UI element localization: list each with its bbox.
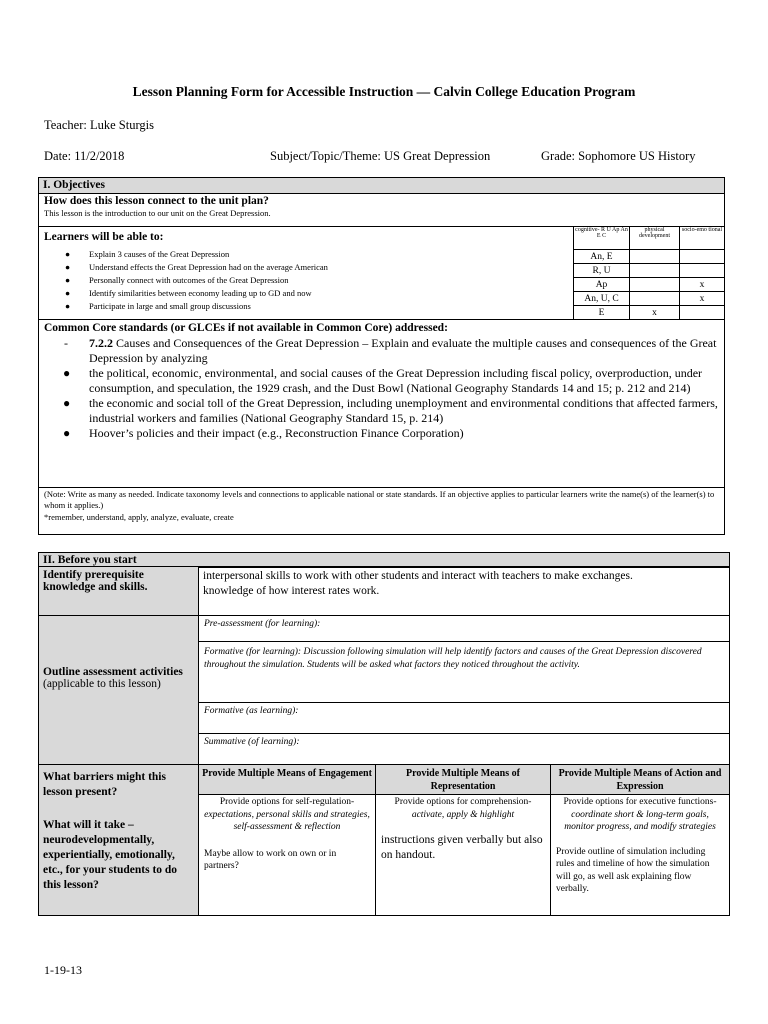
connect-question: How does this lesson connect to the unit plan?	[44, 195, 269, 207]
representation-head: Provide Multiple Means of Representation	[375, 764, 551, 795]
objective-item: ● Identify similarities between economy leading up to GD and now	[65, 288, 312, 298]
objective-item: ● Explain 3 causes of the Great Depression	[65, 249, 230, 259]
take-question: What will it take – neurodevelopmentally, experientially, emotionally, etc., for your students to do this lesson?	[43, 819, 178, 891]
standards-block	[39, 320, 724, 488]
representation-options: Provide options for comprehension-	[394, 797, 532, 807]
action-detail: coordinate short & long-term goals, monitor progress, and modify strategies	[564, 809, 716, 832]
before-header: II. Before you start	[39, 553, 729, 568]
table-row: An, E	[574, 250, 725, 264]
footer-code: 1-19-13	[44, 963, 82, 977]
representation-cell	[375, 794, 551, 916]
footnote-text: *remember, understand, apply, analyze, evaluate, create	[44, 512, 234, 522]
assessment-label-cell	[38, 615, 199, 765]
action-cell	[550, 794, 730, 916]
action-note: Provide outline of simulation including rules and timeline of how the simulation will go, as well ask explaining flow verbally.	[556, 846, 710, 894]
engagement-head: Provide Multiple Means of Engagement	[198, 764, 376, 795]
col-head-physical: physical development	[630, 227, 680, 250]
engagement-options: Provide options for self-regulation-	[219, 797, 355, 807]
standard-item: ● the political, economic, environmental, and social causes of the Great Depression including fiscal policy, overproduction, under consumption, and speculation, the 1929 crash, and the Dust Bowl (National Geography Standards 14 and 15; p. 212 and 214)	[63, 366, 703, 395]
prereq-line: interpersonal skills to work with other students and interact with teachers to make exchanges.	[203, 570, 633, 582]
formative-as: Formative (as learning):	[198, 702, 730, 734]
barriers-cell	[38, 764, 199, 916]
taxonomy-table	[573, 226, 725, 320]
assessment-sub: (applicable to this lesson)	[43, 678, 161, 690]
objective-item: ● Personally connect with outcomes of the Great Depression	[65, 275, 289, 285]
learners-label: Learners will be able to:	[44, 231, 164, 243]
connect-answer: This lesson is the introduction to our unit on the Great Depression.	[39, 208, 724, 227]
barriers-question: What barriers might this lesson present?	[43, 771, 166, 798]
representation-note: instructions given verbally but also on handout.	[381, 834, 543, 861]
engagement-detail: expectations, personal skills and strategies, self-assessment & reflection	[204, 809, 370, 832]
engagement-note: Maybe allow to work on own or in partners?	[204, 848, 337, 871]
standard-item: ● Hoover’s policies and their impact (e.g., Reconstruction Finance Corporation)	[63, 426, 464, 440]
engagement-cell	[198, 794, 376, 916]
page-title: Lesson Planning Form for Accessible Instruction — Calvin College Education Program	[132, 84, 636, 99]
pre-assessment: Pre-assessment (for learning):	[198, 615, 730, 642]
table-row: Ap x	[574, 278, 725, 292]
objective-list	[67, 248, 328, 313]
date-line: Date: 11/2/2018	[44, 149, 125, 163]
prereq-content	[198, 566, 730, 616]
summative: Summative (of learning):	[198, 733, 730, 765]
grade-line: Grade: Sophomore US History	[541, 149, 696, 163]
objective-item: ● Understand effects the Great Depression had on the average American	[65, 262, 328, 272]
formative-for: Formative (for learning): Discussion following simulation will help identify factors and causes of the Great Depression discovered throughout the simulation. Students will be asked what factors they noticed throughout the activity.	[198, 641, 730, 703]
prereq-label: Identify prerequisite knowledge and skills.	[38, 566, 199, 616]
assessment-label: Outline assessment activities	[43, 666, 183, 678]
subject-line: Subject/Topic/Theme: US Great Depression	[270, 149, 491, 163]
note-text: (Note: Write as many as needed. Indicate taxonomy levels and connections to applicable national or state standards. If an objective applies to particular learners write the name(s) of the learner(s) to whom it applies.)	[44, 489, 715, 510]
representation-detail: activate, apply & highlight	[411, 809, 515, 820]
action-options: Provide options for executive functions-	[563, 797, 717, 807]
standard-item: - 7.2.2 Causes and Consequences of the Great Depression – Explain and evaluate the multiple causes and consequences of the Great Depression by analyzing	[64, 336, 717, 365]
objectives-header: I. Objectives	[39, 178, 724, 194]
objectives-section	[38, 177, 725, 535]
col-head-cognitive: cognitive- R U Ap An E C	[574, 227, 630, 250]
col-head-socio: socio-emo tional	[680, 227, 725, 250]
objective-item: ● Participate in large and small group discussions	[65, 301, 251, 311]
teacher-line: Teacher: Luke Sturgis	[44, 118, 154, 132]
prereq-line: knowledge of how interest rates work.	[203, 585, 380, 597]
table-row: E x	[574, 306, 725, 320]
standards-label: Common Core standards (or GLCEs if not available in Common Core) addressed:	[44, 322, 448, 334]
action-head: Provide Multiple Means of Action and Expression	[550, 764, 730, 795]
learners-block	[39, 227, 724, 320]
standard-item: ● the economic and social toll of the Great Depression, including unemployment and environmental conditions that affected farmers, industrial workers and families (National Geography Standard 15, p. 214)	[63, 396, 718, 425]
table-row: R, U	[574, 264, 725, 278]
table-row: An, U, C x	[574, 292, 725, 306]
